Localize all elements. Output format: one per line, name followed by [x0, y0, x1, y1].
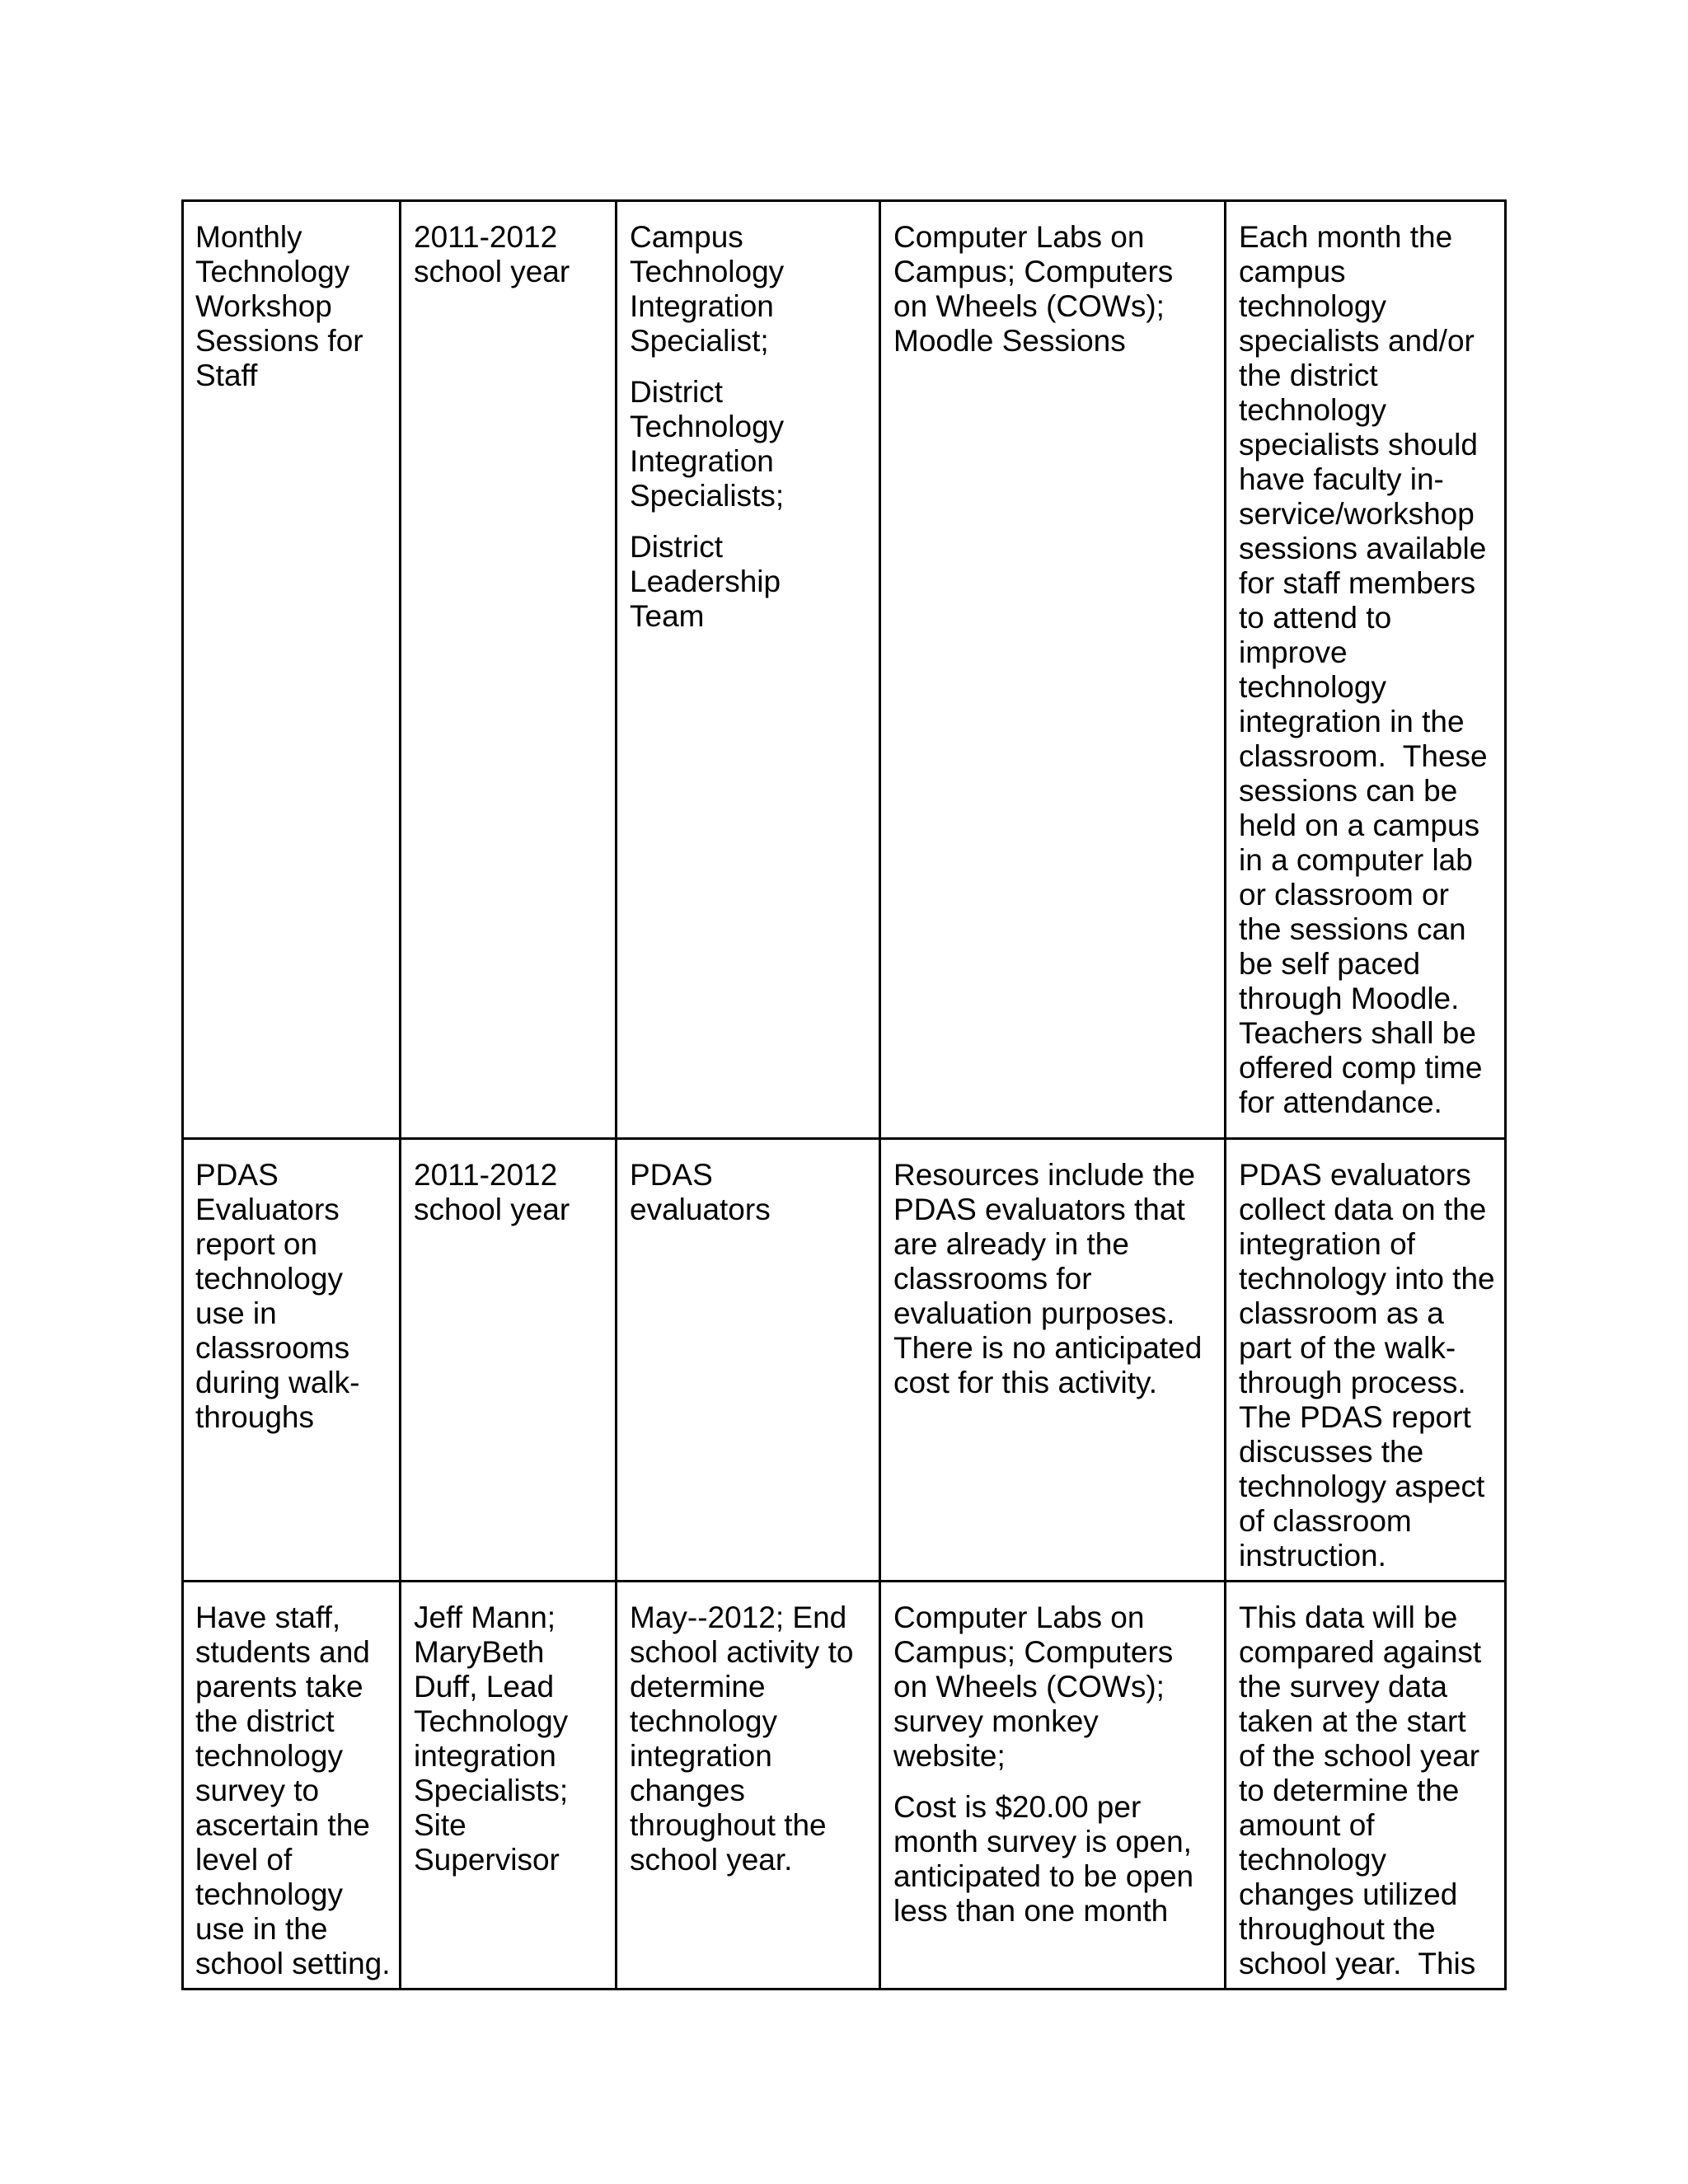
- cell-paragraph: Computer Labs on Campus; Computers on Wheels (COWs); Moodle Sessions: [893, 220, 1182, 358]
- cell-paragraph: PDAS Evaluators report on technology use in classrooms during walk-throughs: [195, 1158, 360, 1434]
- table-row-district-survey: [183, 1582, 1506, 1990]
- cell-paragraph: Cost is $20.00 per month survey is open, anticipated to be open less than one month: [893, 1790, 1203, 1928]
- cell-paragraph: Each month the campus technology specialists and/or the district technology specialists should have faculty in-service/workshop sessions available for staff members to attend to improve technology integration in the classroom. These sessions can be held on a campus in a computer lab or classroom or the sessions can be self paced through Moodle. Teachers shall be offered comp time for attendance.: [1239, 220, 1496, 1119]
- cell-paragraph: Monthly Technology Workshop Sessions for Staff: [195, 220, 372, 392]
- cell-timeline: [401, 1139, 617, 1582]
- cell-resources: [880, 201, 1226, 1139]
- cell-persons-responsible: [617, 201, 880, 1139]
- cell-paragraph: May--2012; End school activity to determine technology integration changes throughout the school year.: [630, 1601, 862, 1877]
- cell-paragraph: District Leadership Team: [630, 530, 789, 633]
- cell-evaluation: [1226, 1139, 1506, 1582]
- cell-paragraph: Resources include the PDAS evaluators that are already in the classrooms for evaluation purposes. There is no anticipated cost for this activity.: [893, 1158, 1211, 1399]
- cell-resources: [880, 1582, 1226, 1990]
- cell-paragraph: Campus Technology Integration Specialist;: [630, 220, 793, 358]
- cell-activity: [183, 1139, 401, 1582]
- cell-timeline: [401, 201, 617, 1139]
- table-row-monthly-workshops: [183, 201, 1506, 1139]
- cell-paragraph: 2011-2012 school year: [414, 1158, 570, 1226]
- cell-activity: [183, 201, 401, 1139]
- cell-paragraph: PDAS evaluators: [630, 1158, 771, 1226]
- technology-plan-activity-table: [181, 199, 1507, 1990]
- cell-paragraph: Jeff Mann; MaryBeth Duff, Lead Technology integration Specialists; Site Supervisor: [414, 1601, 577, 1877]
- table-row-pdas-walkthroughs: [183, 1139, 1506, 1582]
- cell-evaluation: [1226, 1582, 1506, 1990]
- cell-persons-responsible: [401, 1582, 617, 1990]
- cell-resources: [880, 1139, 1226, 1582]
- cell-paragraph: Have staff, students and parents take the district technology survey to ascertain the level of technology use in the school setting.: [195, 1601, 391, 1980]
- cell-persons-responsible: [617, 1139, 880, 1582]
- cell-paragraph: District Technology Integration Specialists;: [630, 375, 793, 513]
- cell-paragraph: 2011-2012 school year: [414, 220, 570, 288]
- cell-evaluation: [1226, 201, 1506, 1139]
- cell-timeline: [617, 1582, 880, 1990]
- cell-paragraph: Computer Labs on Campus; Computers on Wheels (COWs); survey monkey website;: [893, 1601, 1182, 1773]
- cell-paragraph: This data will be compared against the survey data taken at the start of the school year to determine the amount of technology changes utilized throughout the school year. This: [1239, 1601, 1490, 1980]
- cell-activity: [183, 1582, 401, 1990]
- cell-paragraph: PDAS evaluators collect data on the integration of technology into the classroom as a part of the walk-through process. The PDAS report discusses the technology aspect of classroom instruction.: [1239, 1158, 1503, 1572]
